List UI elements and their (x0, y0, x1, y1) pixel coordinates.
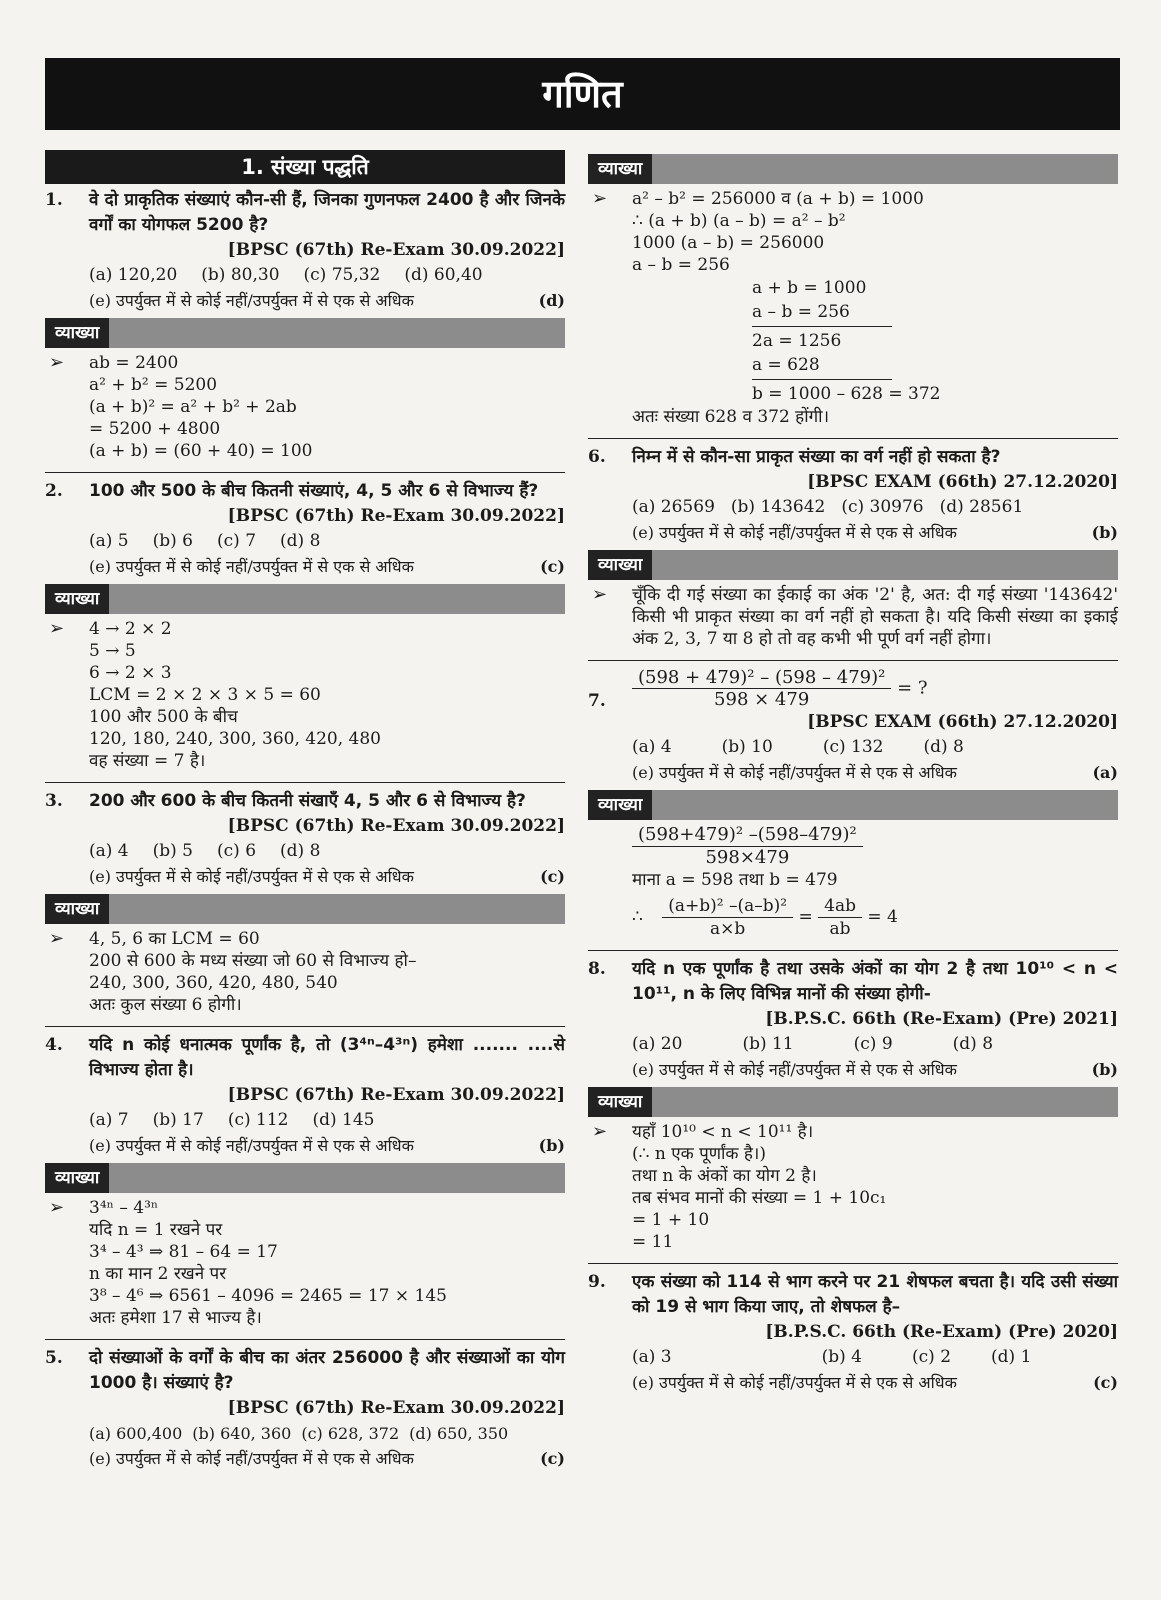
option-e: (e) उपर्युक्त में से कोई नहीं/उपर्युक्त में से एक से अधिक (b) (632, 1057, 1118, 1082)
explanation-label: व्याख्या (45, 318, 109, 348)
question-source: [BPSC (67th) Re-Exam 30.09.2022] (227, 1085, 565, 1105)
answer: (c) (1093, 1373, 1118, 1392)
explanation-bar (45, 584, 565, 614)
explanation-label: व्याख्या (45, 1163, 109, 1193)
question-source: [B.P.S.C. 66th (Re-Exam) (Pre) 2021] (765, 1009, 1118, 1029)
explanation-7: $\frac{\text{(598+479)² –(598–479)²}}{598\times 479}$ माना a = 598 तथा b = 479 ∴ $\frac{\text{(a+b)² –(a–b)²}}{a\times b}$ = $\frac{4ab}{ab}$ = 4 (588, 824, 1118, 940)
option-b: (b) 17 (152, 1110, 204, 1130)
option-e: (e) उपर्युक्त में से कोई नहीं/उपर्युक्त में से एक से अधिक (d) (89, 288, 565, 313)
question-number: 2. (45, 481, 63, 501)
answer: (c) (540, 867, 565, 886)
question-text: एक संख्या को 114 से भाग करने पर 21 शेषफल बचता है। यदि उसी संख्या को 19 से भाग किया जाए, तो शेषफल है– (632, 1272, 1118, 1317)
option-d: (d) 650, 350 (409, 1424, 509, 1443)
question-text: यदि n कोई धनात्मक पूर्णांक है, तो (3⁴ⁿ–4³ⁿ) हमेशा ....... ....से विभाज्य होता है। (89, 1035, 565, 1080)
options (89, 529, 565, 554)
question-number: 4. (45, 1035, 63, 1055)
question-text: 100 और 500 के बीच कितनी संख्याएं, 4, 5 और 6 से विभाज्य हैं? (89, 481, 539, 501)
page-title: गणित (45, 58, 1120, 130)
option-c: (c) 75,32 (303, 265, 381, 285)
explanation-label: व्याख्या (588, 790, 652, 820)
result-expression: ∴ $\frac{\text{(a+b)² –(a–b)²}}{a\times b}$ = $\frac{4ab}{ab}$ = 4 (632, 896, 898, 939)
option-a: (a) 600,400 (89, 1424, 183, 1443)
option-a: (a) 3 (632, 1347, 672, 1367)
option-c: (c) 132 (822, 737, 884, 757)
options (632, 1032, 1118, 1057)
question-source: [B.P.S.C. 66th (Re-Exam) (Pre) 2020] (765, 1322, 1118, 1342)
answer: (d) (538, 291, 565, 310)
question-3 (45, 789, 565, 889)
answer: (a) (1092, 763, 1118, 782)
option-c: (c) 112 (227, 1110, 289, 1130)
question-number: 9. (588, 1272, 606, 1292)
answer: (c) (540, 557, 565, 576)
option-d: (d) 8 (952, 1034, 994, 1054)
options (89, 1108, 565, 1133)
question-5 (45, 1346, 565, 1471)
divider (45, 1026, 565, 1027)
option-b: (b) 11 (742, 1034, 794, 1054)
option-c: (c) 2 (912, 1347, 952, 1367)
option-c: (c) 9 (853, 1034, 893, 1054)
option-d: (d) 8 (280, 841, 321, 861)
question-2 (45, 479, 565, 579)
left-column (45, 150, 565, 1471)
option-d: (d) 8 (280, 531, 321, 551)
question-8 (588, 957, 1118, 1082)
explanation-4: ➢ 3⁴ⁿ – 4³ⁿ यदि n = 1 रखने पर 3⁴ – 4³ ⇒ 81 – 64 = 17 n का मान 2 रखने पर 3⁸ – 4⁶ ⇒ 6561 – 4096 = 2465 = 17 × 145 अतः हमेशा 17 से भाज्य है। (49, 1197, 447, 1328)
option-d: (d) 28561 (939, 497, 1024, 517)
question-number: 5. (45, 1348, 63, 1368)
option-b: (b) 80,30 (201, 265, 280, 285)
explanation-label: व्याख्या (45, 584, 109, 614)
question-number: 8. (588, 959, 606, 979)
options (632, 735, 1118, 760)
question-6 (588, 445, 1118, 545)
right-column (588, 150, 1118, 1395)
arrow-icon: ➢ (592, 1121, 608, 1142)
question-number: 1. (45, 190, 63, 210)
explanation-3: ➢ 4, 5, 6 का LCM = 60 200 से 600 के मध्य संख्या जो 60 से विभाज्य हो– 240, 300, 360, 420, 480, 540 अतः कुल संख्या 6 होगी। (49, 928, 417, 1015)
option-b: (b) 5 (152, 841, 193, 861)
option-d: (d) 145 (312, 1110, 375, 1130)
divider (45, 1339, 565, 1340)
explanation-8: ➢ यहाँ 10¹⁰ < n < 10¹¹ है। (∴ n एक पूर्णांक है।) तथा n के अंकों का योग 2 है। तब संभव मानों की संख्या = 1 + 10c₁ = 1 + 10 = 11 (592, 1121, 887, 1252)
option-c: (c) 30976 (841, 497, 924, 517)
option-e: (e) उपर्युक्त में से कोई नहीं/उपर्युक्त में से एक से अधिक (c) (89, 554, 565, 579)
question-source: [BPSC EXAM (66th) 27.12.2020] (807, 472, 1118, 492)
option-a: (a) 26569 (632, 497, 715, 517)
answer: (b) (1091, 1060, 1118, 1079)
option-b: (b) 6 (152, 531, 193, 551)
answer: (b) (538, 1136, 565, 1155)
option-b: (b) 10 (721, 737, 773, 757)
question-expression: $\frac{\text{(598 + 479)² – (598 – 479)²}}{598 \times 479}$ = ? (632, 667, 1118, 710)
option-a: (a) 20 (632, 1034, 683, 1054)
option-d: (d) 8 (923, 737, 964, 757)
question-7 (588, 667, 1118, 785)
arrow-icon: ➢ (49, 1197, 65, 1218)
option-d: (d) 1 (991, 1347, 1032, 1367)
question-9 (588, 1270, 1118, 1395)
explanation-label: व्याख्या (588, 1087, 652, 1117)
explanation-bar (588, 154, 1118, 184)
option-e: (e) उपर्युक्त में से कोई नहीं/उपर्युक्त में से एक से अधिक (c) (89, 864, 565, 889)
explanation-bar (45, 894, 565, 924)
option-e: (e) उपर्युक्त में से कोई नहीं/उपर्युक्त में से एक से अधिक (c) (89, 1446, 565, 1471)
option-e: (e) उपर्युक्त में से कोई नहीं/उपर्युक्त में से एक से अधिक (c) (632, 1370, 1118, 1395)
calculation: a + b = 1000 a – b = 256 2a = 1256 a = 628 b = 1000 – 628 = 372 (752, 278, 941, 404)
question-1 (45, 188, 565, 313)
option-a: (a) 120,20 (89, 265, 178, 285)
divider (45, 782, 565, 783)
explanation-1: ➢ ab = 2400 a² + b² = 5200 (a + b)² = a² + b² + 2ab = 5200 + 4800 (a + b) = (60 + 40) = 100 (49, 352, 313, 461)
option-a: (a) 5 (89, 531, 129, 551)
question-text: निम्न में से कौन-सा प्राकृत संख्या का वर्ग नहीं हो सकता है? (632, 447, 1001, 467)
option-e: (e) उपर्युक्त में से कोई नहीं/उपर्युक्त में से एक से अधिक (a) (632, 760, 1118, 785)
question-text: 200 और 600 के बीच कितनी संखाएँ 4, 5 और 6 से विभाज्य है? (89, 791, 526, 811)
divider (588, 660, 1118, 661)
option-a: (a) 4 (632, 737, 672, 757)
option-a: (a) 7 (89, 1110, 129, 1130)
divider (45, 472, 565, 473)
option-a: (a) 4 (89, 841, 129, 861)
option-b: (b) 143642 (730, 497, 826, 517)
explanation-bar (588, 790, 1118, 820)
arrow-icon: ➢ (49, 618, 65, 639)
explanation-bar (45, 1163, 565, 1193)
explanation-2: ➢ 4 → 2 × 2 5 → 5 6 → 2 × 3 LCM = 2 × 2 × 3 × 5 = 60 100 और 500 के बीच 120, 180, 240, 300, 360, 420, 480 वह संख्या = 7 है। (49, 618, 381, 771)
option-e: (e) उपर्युक्त में से कोई नहीं/उपर्युक्त में से एक से अधिक (b) (89, 1133, 565, 1158)
explanation-5: ➢ a² – b² = 256000 व (a + b) = 1000 ∴ (a + b) (a – b) = a² – b² 1000 (a – b) = 256000 a – b = 256 a + b = 1000 a – b = 256 2a = 1256 a = 628 b = 1000 – 628 = 372 अतः संख्या 628 व 372 होंगी। (588, 188, 1118, 428)
question-text: दो संख्याओं के वर्गों के बीच का अंतर 256000 है और संख्याओं का योग 1000 है। संख्याएं है? (89, 1348, 565, 1393)
explanation-label: व्याख्या (588, 154, 652, 184)
option-c: (c) 7 (217, 531, 257, 551)
options (89, 1421, 565, 1446)
answer: (b) (1091, 523, 1118, 542)
options (632, 1345, 1118, 1370)
divider (588, 950, 1118, 951)
question-source: [BPSC (67th) Re-Exam 30.09.2022] (227, 1398, 565, 1418)
question-source: [BPSC (67th) Re-Exam 30.09.2022] (227, 816, 565, 836)
arrow-icon: ➢ (592, 188, 608, 209)
question-4 (45, 1033, 565, 1158)
question-source: [BPSC (67th) Re-Exam 30.09.2022] (227, 506, 565, 526)
fraction: $\frac{\text{(598 + 479)² – (598 – 479)²}}{598 \times 479}$ (632, 667, 891, 710)
explanation-bar (588, 1087, 1118, 1117)
option-c: (c) 6 (217, 841, 257, 861)
arrow-icon: ➢ (592, 584, 608, 605)
question-text: वे दो प्राकृतिक संख्याएं कौन-सी हैं, जिनका गुणनफल 2400 है और जिनके वर्गों का योगफल 5200 है? (89, 190, 565, 235)
question-number: 3. (45, 791, 63, 811)
explanation-label: व्याख्या (45, 894, 109, 924)
question-source: [BPSC EXAM (66th) 27.12.2020] (807, 712, 1118, 732)
question-number: 6. (588, 447, 606, 467)
options (632, 495, 1118, 520)
explanation-bar (45, 318, 565, 348)
explanation-6: ➢ चूँकि दी गई संख्या का ईकाई का अंक '2' है, अत: दी गई संख्या '143642' किसी भी प्राकृत संख्या का वर्ग नहीं हो सकता है। यदि किसी संख्या का इकाई अंक 2, 3, 7 या 8 हो तो वह कभी भी पूर्ण वर्ग नहीं होगा। (592, 584, 1118, 649)
fraction: $\frac{\text{(598+479)² –(598–479)²}}{598\times 479}$ (632, 824, 863, 869)
answer: (c) (540, 1449, 565, 1468)
divider (588, 1263, 1118, 1264)
question-text: यदि n एक पूर्णांक है तथा उसके अंकों का योग 2 है तथा 10¹⁰ < n < 10¹¹, n के लिए विभिन्न मानों की संख्या होगी- (632, 959, 1118, 1004)
arrow-icon: ➢ (49, 352, 65, 373)
option-b: (b) 4 (821, 1347, 862, 1367)
question-source: [BPSC (67th) Re-Exam 30.09.2022] (227, 240, 565, 260)
divider (588, 438, 1118, 439)
option-e: (e) उपर्युक्त में से कोई नहीं/उपर्युक्त में से एक से अधिक (b) (632, 520, 1118, 545)
options (89, 839, 565, 864)
explanation-label: व्याख्या (588, 550, 652, 580)
option-c: (c) 628, 372 (301, 1424, 400, 1443)
options (89, 263, 565, 288)
explanation-bar (588, 550, 1118, 580)
question-number: 7. (588, 691, 606, 711)
option-b: (b) 640, 360 (192, 1424, 292, 1443)
option-d: (d) 60,40 (404, 265, 483, 285)
chapter-heading: 1. संख्या पद्धति (45, 150, 565, 184)
arrow-icon: ➢ (49, 928, 65, 949)
